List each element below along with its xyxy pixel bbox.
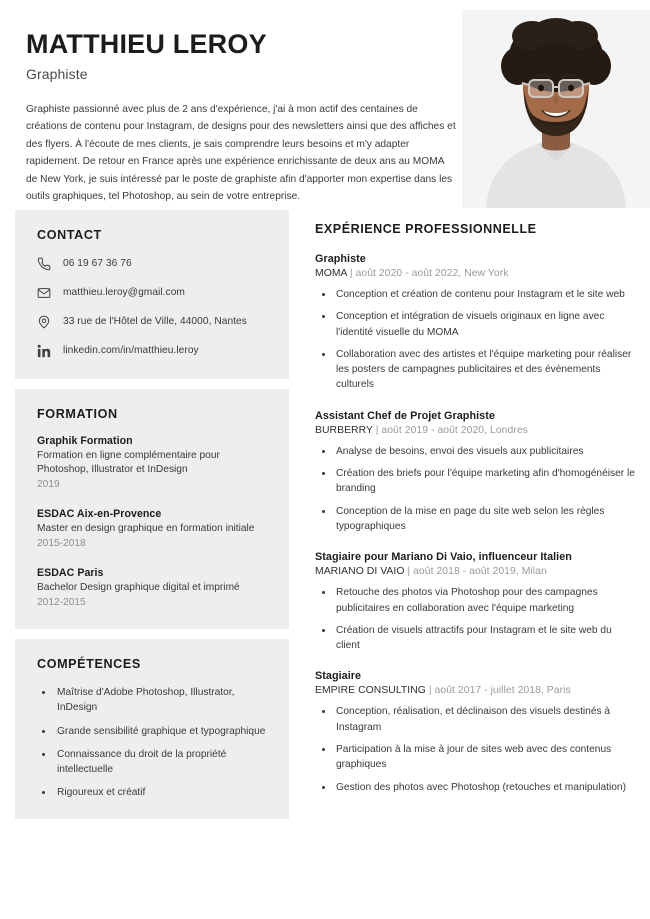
education-item [37, 435, 269, 492]
education-years: 2019 [37, 478, 60, 490]
education-years: 2012-2015 [37, 596, 86, 608]
experience-meta [315, 685, 638, 696]
experience-role: Stagiaire [315, 670, 362, 683]
contact-card-title: CONTACT [37, 228, 102, 242]
cv-header [0, 0, 650, 210]
linkedin-icon [37, 343, 63, 359]
sidebar-column [15, 210, 289, 829]
experience-company: BURBERRY [315, 424, 373, 436]
formation-card [15, 389, 289, 629]
list-item: Participation à la mise à jour de sites web avec des contenus graphiques [315, 742, 638, 773]
contact-row-linkedin[interactable] [37, 343, 269, 359]
experience-meta [315, 425, 638, 436]
experience-company: MARIANO DI VAIO [315, 566, 405, 578]
contact-row-phone[interactable] [37, 256, 269, 272]
education-school: ESDAC Aix-en-Provence [37, 508, 162, 521]
contact-linkedin-value: linkedin.com/in/matthieu.leroy [63, 345, 199, 357]
skills-card-title: COMPÉTENCES [37, 657, 141, 672]
experience-section-title: EXPÉRIENCE PROFESSIONNELLE [315, 222, 537, 236]
location-icon [37, 314, 63, 330]
education-description: Bachelor Design graphique digital et imprimé [37, 582, 240, 594]
experience-period: | août 2019 - août 2020, Londres [372, 424, 528, 436]
experience-item [315, 253, 638, 393]
list-item: Création de visuels attractifs pour Instagram et le site web du client [315, 623, 638, 654]
list-item: Analyse de besoins, envoi des visuels aux publicitaires [315, 444, 638, 459]
header-job-title: Graphiste [26, 65, 88, 82]
education-description: Formation en ligne complémentaire pour Photoshop, Illustrator et InDesign [37, 450, 220, 476]
education-years: 2015-2018 [37, 537, 86, 549]
contact-card [15, 210, 289, 379]
page-title: MATTHIEU LEROY [26, 29, 267, 59]
experience-bullets [315, 704, 638, 794]
education-school: ESDAC Paris [37, 567, 104, 580]
contact-row-address[interactable] [37, 314, 269, 330]
list-item: Grande sensibilité graphique et typographique [37, 724, 269, 739]
list-item: Conception et intégration de visuels originaux en ligne avec l'identité visuelle du MOMA [315, 309, 638, 340]
experience-role: Graphiste [315, 253, 366, 265]
skills-list [37, 685, 269, 800]
formation-card-title: FORMATION [37, 407, 118, 421]
contact-row-email[interactable] [37, 285, 269, 301]
experience-bullets [315, 585, 638, 653]
portrait-photo [462, 10, 650, 208]
education-item [37, 567, 269, 610]
contact-address-value: 33 rue de l'Hôtel de Ville, 44000, Nantes [63, 316, 247, 328]
list-item: Conception de la mise en page du site web selon les règles typographiques [315, 504, 638, 535]
experience-period: | août 2020 - août 2022, New York [346, 268, 509, 279]
experience-period: | août 2017 - juillet 2018, Paris [425, 685, 571, 697]
education-school: Graphik Formation [37, 435, 133, 447]
list-item: Création des briefs pour l'équipe marketing afin d'homogénéiser le branding [315, 466, 638, 497]
education-description: Master en design graphique en formation initiale [37, 523, 255, 535]
experience-bullets [315, 444, 638, 534]
experience-item [315, 410, 638, 534]
experience-item [315, 670, 638, 794]
list-item: Rigoureux et créatif [37, 785, 269, 800]
list-item: Retouche des photos via Photoshop pour des campagnes publicitaires en collaboration avec l'équipe marketing [315, 585, 638, 616]
header-text-block [26, 30, 456, 206]
experience-role: Stagiaire pour Mariano Di Vaio, influenceur Italien [315, 551, 572, 564]
cv-body [0, 210, 650, 829]
list-item: Conception et création de contenu pour Instagram et le site web [315, 287, 638, 302]
experience-meta [315, 566, 638, 577]
skills-card [15, 639, 289, 819]
experience-column [289, 210, 650, 795]
list-item: Gestion des photos avec Photoshop (retouches et manipulation) [315, 780, 638, 795]
contact-phone-value: 06 19 67 36 76 [63, 258, 132, 270]
experience-meta [315, 268, 638, 279]
email-icon [37, 285, 63, 301]
profile-summary: Graphiste passionné avec plus de 2 ans d'expérience, j'ai à mon actif des centaines de créations de contenu pour Instagram, de designs pour des newsletters ainsi que des affiches et des flyers. À l'écoute de mes clients, je sais comprendre leurs besoins et m'y adapter rapidement. De retour en France après une expérience enrichissante de deux ans au MOMA de New York, je suis intéressé par le poste de graphiste afin d'apporter mon expertise dans les outils graphiques, tel Photoshop, au sein de votre entreprise. [26, 103, 456, 203]
portrait-illustration [462, 10, 650, 208]
experience-role: Assistant Chef de Projet Graphiste [315, 409, 495, 422]
education-item [37, 508, 269, 551]
experience-item [315, 551, 638, 653]
experience-bullets [315, 287, 638, 393]
list-item: Maîtrise d'Adobe Photoshop, Illustrator, InDesign [37, 685, 269, 715]
experience-company: MOMA [315, 268, 347, 279]
phone-icon [37, 256, 63, 272]
list-item: Connaissance du droit de la propriété intellectuelle [37, 747, 269, 777]
list-item: Conception, réalisation, et déclinaison des visuels destinés à Instagram [315, 704, 638, 735]
experience-company: EMPIRE CONSULTING [315, 685, 426, 697]
contact-email-value: matthieu.leroy@gmail.com [63, 287, 185, 299]
experience-period: | août 2018 - août 2019, Milan [404, 566, 547, 578]
list-item: Collaboration avec des artistes et l'équipe marketing pour réaliser les posters de campagnes publicitaires et des évènements culturels [315, 347, 638, 393]
